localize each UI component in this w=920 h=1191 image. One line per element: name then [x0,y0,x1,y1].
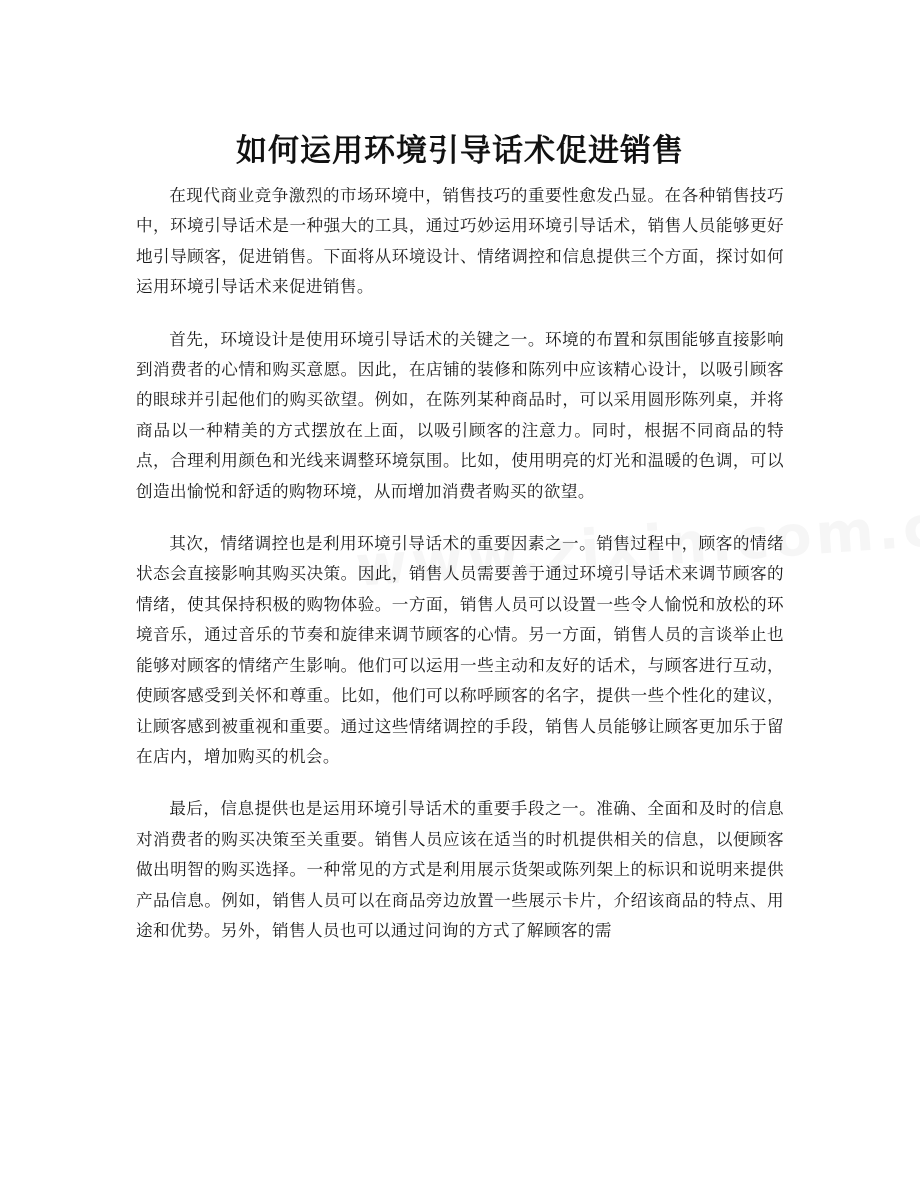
paragraph-information-provision: 最后，信息提供也是运用环境引导话术的重要手段之一。准确、全面和及时的信息对消费者的购买决策至关重要。销售人员应该在适当的时机提供相关的信息，以便顾客做出明智的购买选择。一种常见的方式是利用展示货架或陈列架上的标识和说明来提供产品信息。例如，销售人员可以在商品旁边放置一些展示卡片，介绍该商品的特点、用途和优势。另外，销售人员也可以通过问询的方式了解顾客的需 [136,799,784,940]
document-body [136,181,784,968]
paragraph-environment-design: 首先，环境设计是使用环境引导话术的关键之一。环境的布置和氛围能够直接影响到消费者的心情和购买意愿。因此，在店铺的装修和陈列中应该精心设计，以吸引顾客的眼球并引起他们的购买欲望。例如，在陈列某种商品时，可以采用圆形陈列桌，并将商品以一种精美的方式摆放在上面，以吸引顾客的注意力。同时，根据不同商品的特点，合理利用颜色和光线来调整环境氛围。比如，使用明亮的灯光和温暖的色调，可以创造出愉悦和舒适的购物环境，从而增加消费者购买的欲望。 [136,329,784,501]
document-title: 如何运用环境引导话术促进销售 [236,132,684,169]
paragraph-emotion-control: 其次，情绪调控也是利用环境引导话术的重要因素之一。销售过程中，顾客的情绪状态会直接影响其购买决策。因此，销售人员需要善于通过环境引导话术来调节顾客的情绪，使其保持积极的购物体验。一方面，销售人员可以设置一些令人愉悦和放松的环境音乐，通过音乐的节奏和旋律来调节顾客的心情。另一方面，销售人员的言谈举止也能够对顾客的情绪产生影响。他们可以运用一些主动和友好的话术，与顾客进行互动，使顾客感受到关怀和尊重。比如，他们可以称呼顾客的名字，提供一些个性化的建议，让顾客感到被重视和重要。通过这些情绪调控的手段，销售人员能够让顾客更加乐于留在店内，增加购买的机会。 [136,534,784,766]
paragraph-intro: 在现代商业竞争激烈的市场环境中，销售技巧的重要性愈发凸显。在各种销售技巧中，环境引导话术是一种强大的工具，通过巧妙运用环境引导话术，销售人员能够更好地引导顾客，促进销售。下面将从环境设计、情绪调控和信息提供三个方面，探讨如何运用环境引导话术来促进销售。 [136,186,784,297]
